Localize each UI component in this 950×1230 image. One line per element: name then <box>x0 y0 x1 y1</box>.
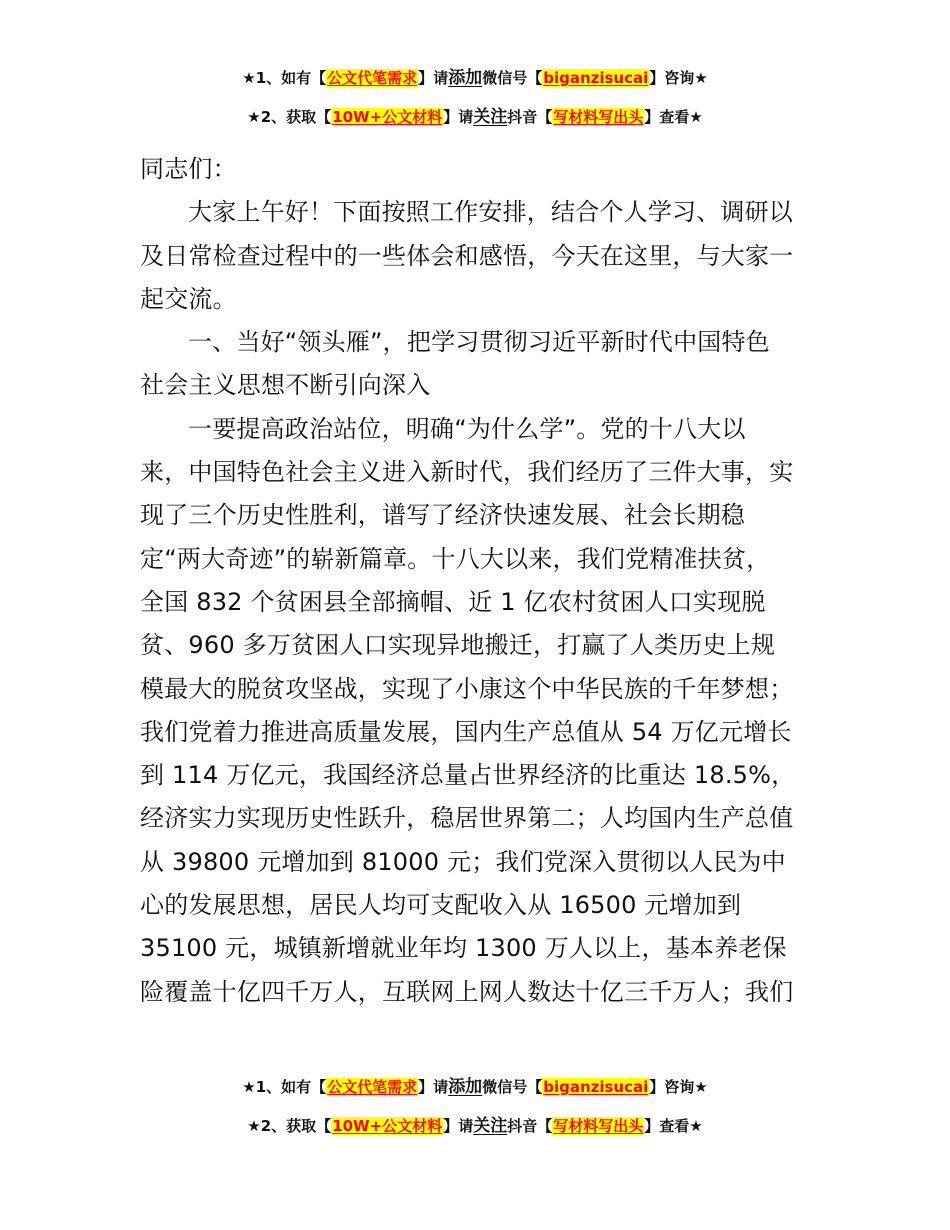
promo-prefix: ★2、获取【 <box>247 108 332 126</box>
body-line: 险覆盖十亿四千万人，互联网上网人数达十亿三千万人；我们 <box>140 977 794 1006</box>
promo-highlight-service: 公文代笔需求 <box>327 1078 418 1096</box>
body-line: 定“两大奇迹”的崭新篇章。十八大以来，我们党精准扶贫， <box>140 544 771 573</box>
body-line: 全国 832 个贫困县全部摘帽、近 1 亿农村贫困人口实现脱 <box>140 587 766 616</box>
promo-emphasis: 添加 <box>448 68 483 88</box>
header-promo-line-2 <box>0 106 950 128</box>
promo-prefix: ★2、获取【 <box>247 1117 332 1135</box>
section-heading: 一、当好“领头雁”，把学习贯彻习近平新时代中国特色 <box>188 328 770 357</box>
promo-emphasis: 关注 <box>473 1116 508 1136</box>
document-body <box>140 148 812 1014</box>
promo-highlight-materials: 10W+公文材料 <box>332 1117 443 1135</box>
body-line: 及日常检查过程中的一些体会和感悟，今天在这里，与大家一 <box>140 241 794 270</box>
salutation: 同志们： <box>140 155 237 183</box>
promo-text: 】请 <box>443 108 474 126</box>
body-line: 起交流。 <box>140 284 237 313</box>
promo-text: 抖音【 <box>507 108 553 126</box>
promo-emphasis: 添加 <box>448 1077 483 1097</box>
promo-suffix: 】咨询★ <box>649 69 708 87</box>
header-promo-line-1 <box>0 67 950 89</box>
body-line: 模最大的脱贫攻坚战，实现了小康这个中华民族的千年梦想； <box>140 674 794 703</box>
promo-suffix: 】查看★ <box>644 1117 703 1135</box>
promo-suffix: 】咨询★ <box>649 1078 708 1096</box>
promo-text: 微信号【 <box>482 69 543 87</box>
promo-text: 】请 <box>418 1078 449 1096</box>
section-heading: 社会主义思想不断引向深入 <box>140 371 431 400</box>
body-line: 到 114 万亿元，我国经济总量占世界经济的比重达 18.5%， <box>140 761 796 790</box>
body-line: 大家上午好！下面按照工作安排，结合个人学习、调研以 <box>188 198 793 227</box>
body-line: 35100 元，城镇新增就业年均 1300 万人以上，基本养老保 <box>140 934 787 963</box>
promo-highlight-wechat-id: biganzisucai <box>543 69 649 87</box>
body-line: 现了三个历史性胜利，谱写了经济快速发展、社会长期稳 <box>140 501 745 530</box>
promo-text: 】请 <box>418 69 449 87</box>
body-line: 来，中国特色社会主义进入新时代，我们经历了三件大事，实 <box>140 458 794 487</box>
promo-emphasis: 关注 <box>473 107 508 127</box>
body-line: 心的发展思想，居民人均可支配收入从 16500 元增加到 <box>140 891 742 920</box>
promo-text: 抖音【 <box>507 1117 553 1135</box>
promo-highlight-service: 公文代笔需求 <box>327 69 418 87</box>
promo-prefix: ★1、如有【 <box>242 1078 327 1096</box>
promo-text: 微信号【 <box>482 1078 543 1096</box>
body-line: 贫、960 多万贫困人口实现异地搬迁，打赢了人类历史上规 <box>140 631 776 660</box>
body-line: 经济实力实现历史性跃升，稳居世界第二；人均国内生产总值 <box>140 804 794 833</box>
body-line: 从 39800 元增加到 81000 元；我们党深入贯彻以人民为中 <box>140 847 786 876</box>
promo-prefix: ★1、如有【 <box>242 69 327 87</box>
promo-highlight-materials: 10W+公文材料 <box>332 108 443 126</box>
promo-highlight-wechat-id: biganzisucai <box>543 1078 649 1096</box>
footer-promo-line-2 <box>0 1115 950 1137</box>
promo-highlight-douyin-account: 写材料写出头 <box>553 108 644 126</box>
body-line: 一要提高政治站位，明确“为什么学”。党的十八大以 <box>188 414 746 443</box>
promo-text: 】请 <box>443 1117 474 1135</box>
promo-suffix: 】查看★ <box>644 108 703 126</box>
body-line: 我们党着力推进高质量发展，国内生产总值从 54 万亿元增长 <box>140 717 792 746</box>
footer-promo-line-1 <box>0 1076 950 1098</box>
promo-highlight-douyin-account: 写材料写出头 <box>553 1117 644 1135</box>
